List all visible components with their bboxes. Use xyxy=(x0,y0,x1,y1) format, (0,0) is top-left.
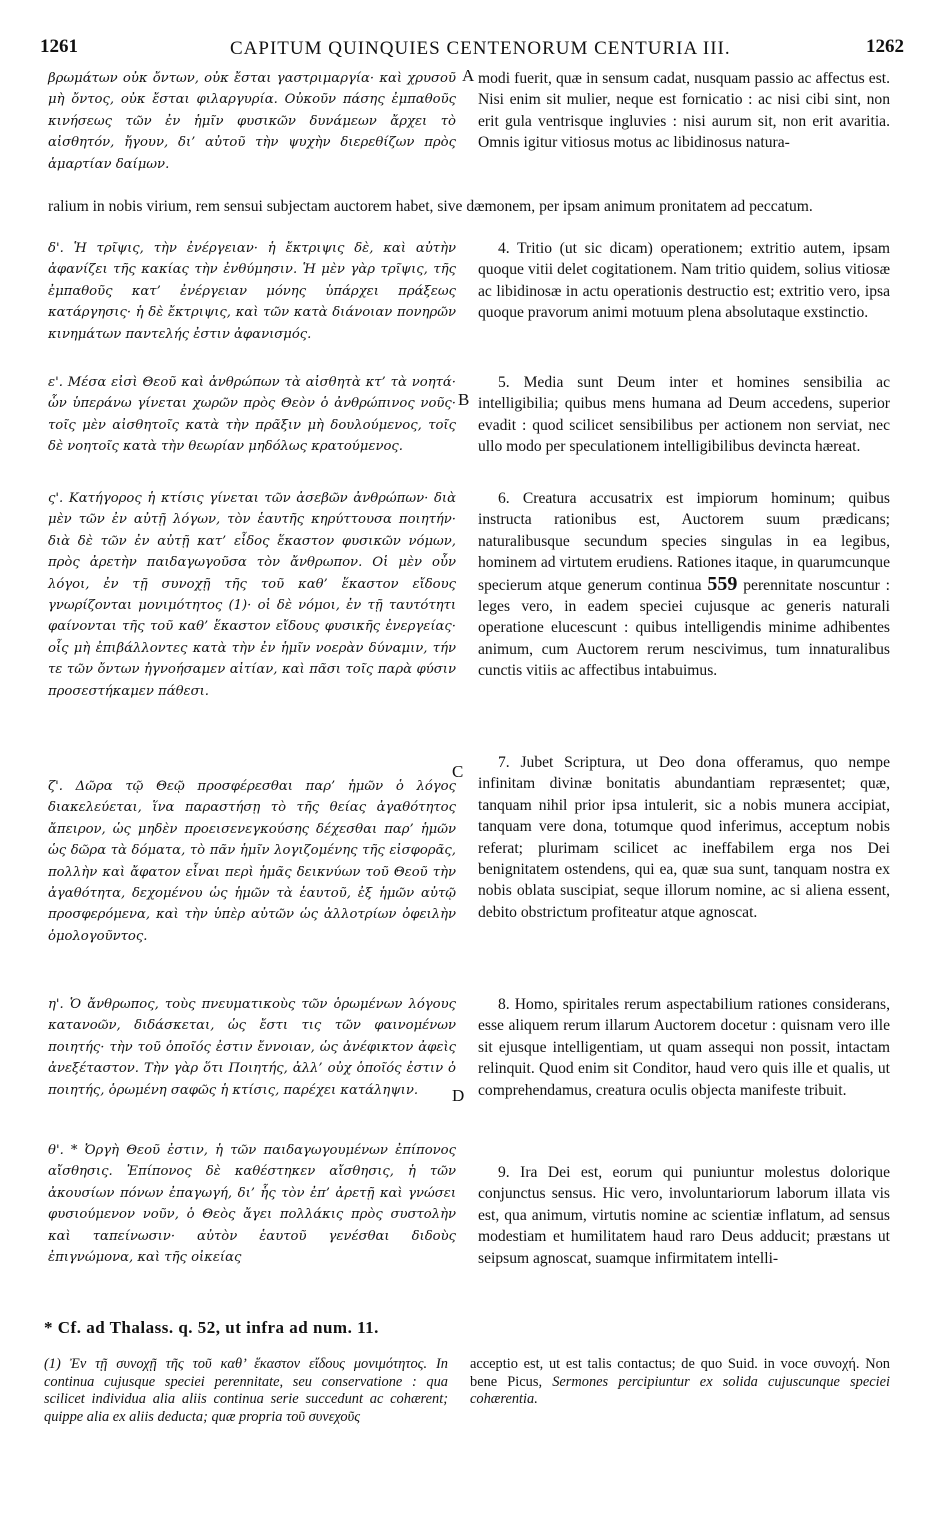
latin-paragraph-intro xyxy=(478,68,890,154)
latin-text: modi fuerit, quæ in sensum cadat, nusquam passio ac affectus est. Nisi enim sit mulier, neque est fornicatio : ac nisi cibi sint, non erit gula ventrisque ingluvies : nisi aurum sit, non erit avaritia. Omnis igitur vitiosus motus ac libidinosus natura- xyxy=(478,70,890,152)
latin-paragraph-8 xyxy=(478,994,890,1101)
latin-text-part: 6. Creatura accusatrix est impiorum hominum; quibus instructa rationibus est, Auctorem suum prædicans; naturalibusque secundum species singulas in ea legibus, hominem ad virtutem erudiens. Rationes itaque, in quarumcunque specierum atque generum continua xyxy=(478,490,890,594)
latin-paragraph-7 xyxy=(478,752,890,923)
margin-marker-b: B xyxy=(458,390,470,409)
footnote-right xyxy=(470,1356,890,1409)
footnote-left: (1) Ἐν τῇ συνοχῇ τῆς τοῦ καθ’ ἕκαστον εἴδους μονιμότητος. In continua cujusque speciei perennitate, seu conservatione : qua scilicet individua alia aliis continua serie succedunt ac cohærent; quippe alia ex aliis deducta; quæ propria τοῦ συνεχοῦς xyxy=(44,1356,448,1425)
greek-paragraph-8 xyxy=(48,994,456,1101)
greek-paragraph-9 xyxy=(48,1140,456,1268)
greek-text: βρωμάτων οὐκ ὄντων, οὐκ ἔσται γαστριμαργία· καὶ χρυσοῦ μὴ ὄντος, οὐκ ἔσται φιλαργυρία. Οὐκοῦν πάσης ἐμπαθοῦς κινήσεως τῶν ἐν ἡμῖν φυσικῶν δυνάμεων ἄρχει τὸ αἰσθητόν, ἤγουν, δι’ αὐτοῦ τὴν ψυχὴν διερεθίζων πρὸς ἁμαρτίαν δαίμων. xyxy=(48,71,456,172)
margin-marker-d: D xyxy=(452,1086,465,1105)
latin-text: 8. Homo, spiritales rerum aspectabilium rationes considerans, esse aliquem rerum illarum Auctorem docetur : quisnam vero ille sit ejusque intelligentiam, ut quam assequi non possit, intactam relinquit. Quod enim sit Conditor, haud vero quis ille et qualis, ut comprehendamus, creatura oculis objecta manifeste tribuit. xyxy=(478,996,890,1099)
page-number-left: 1261 xyxy=(40,36,78,57)
running-header xyxy=(40,36,904,66)
greek-paragraph-5 xyxy=(48,372,456,458)
column-number: 559 xyxy=(707,572,738,595)
greek-text: ς'. Κατήγορος ἡ κτίσις γίνεται τῶν ἀσεβῶν ἀνθρώπων· διὰ μὲν τῶν ἐν αὐτῇ λόγων, τὸν ἑαυτῆς κηρύττουσα ποιητήν· διὰ δὲ τῶν ἐν αὐτῇ κατ’ εἶδος ἕκαστον φυσικῶν νόμων, πρὸς ἀρετὴν παιδαγωγοῦσα τὸν ἄνθρωπον. Οἱ μὲν οὖν λόγοι, ἐν τῇ συνοχῇ τῆς τοῦ καθ’ ἕκαστον εἴδους γνωρίζονται μονιμότητος (1)· οἱ δὲ νόμοι, ἐν τῇ ταυτότητι φαίνονται τῆς τοῦ καθ’ ἕκαστον εἴδους φυσικῆς ἐνεργείας· οἷς μὴ ἐπιβάλλοντες κατὰ τὴν ἐν ἡμῖν νοερὰν δύναμιν, τήν τε τῶν ὄντων ἠγνοήσαμεν αἰτίαν, καὶ πᾶσι τοῖς παρὰ φύσιν προσεστήκαμεν πάθεσι. xyxy=(48,491,456,699)
margin-marker-a: A xyxy=(462,66,475,85)
margin-marker-c: C xyxy=(452,762,464,781)
latin-text xyxy=(478,488,890,682)
greek-paragraph-7 xyxy=(48,776,456,947)
greek-paragraph-4 xyxy=(48,238,456,345)
latin-text: 7. Jubet Scriptura, ut Deo dona offeramus, quo nempe infinitam divinæ bonitatis abundantiam repræsentet; quæ, tanquam nihil prior ipsa intulerit, sic a nobis munera accipiat, tanquam vere dona, totumque quod inferimus, acceptum nobis referat; plurimam scilicet ac ineffabilem erga nos Dei benignitatem ostendens, qui ea, quæ sua sunt, tanquam nostra ex nobis oblata suscipiat, seque illorum nomine, ac si aliena essent, debito obstrictum profiteatur atque agnoscat. xyxy=(478,754,890,921)
cross-reference-note: * Cf. ad Thalass. q. 52, ut infra ad num. 11. xyxy=(44,1318,379,1337)
greek-text: δ'. Ἡ τρῖψις, τὴν ἐνέργειαν· ἡ ἔκτριψις δὲ, καὶ αὐτὴν ἀφανίζει τῆς κακίας τὴν ἐνθύμησιν. Ἡ μὲν γὰρ τρῖψις, τῆς ἐμπαθοῦς κατ’ ἐνέργειαν μόνης ὑπάρχει πράξεως κατάργησις· ἡ δὲ ἔκτριψις, καὶ τῶν κατὰ διάνοιαν πονηρῶν κινημάτων παντελής ἐστιν ἀφανισμός. xyxy=(48,241,456,342)
latin-paragraph-4 xyxy=(478,238,890,324)
greek-text: ζ'. Δῶρα τῷ Θεῷ προσφέρεσθαι παρ’ ἡμῶν ὁ λόγος διακελεύεται, ἵνα παραστήσῃ τὸ τῆς θείας ἀγαθότητος ἄπειρον, ὡς μηδὲν προεισενεγκούσης δέχεσθαι παρ’ ἡμῶν ὡς δῶρα τὰ δόματα, τὸ πᾶν ἡμῖν λογιζομένης τῆς εἰσφορᾶς, πολλὴν καὶ ἄφατον εἶναι περὶ ἡμᾶς δεικνύων τοῦ Θεοῦ τὴν ἀγαθότητα, δεχομένου ὡς ἡμῶν τὰ ἑαυτοῦ, ἐξ ἡμῶν αὐτῷ προσφερόμενα, καὶ τὴν ὑπὲρ αὐτῶν ὡς ἀλλοτρίων ὀφειλὴν ὁμολογοῦντος. xyxy=(48,779,456,944)
latin-paragraph-9 xyxy=(478,1162,890,1269)
footnote-text: acceptio est, ut est talis contactus; de quo Suid. in voce συνοχή. Non bene Picus, xyxy=(470,1356,890,1390)
latin-text: 5. Media sunt Deum inter et homines sensibilia ac intelligibilia; quibus mens humana ad Deum accedens, superior evadit : quod scilicet sensibilibus per actionem non serviat, nec ullo modo per speculationem intelligibilibus devincta hæreat. xyxy=(478,374,890,456)
greek-paragraph-6 xyxy=(48,488,456,702)
latin-text: 4. Tritio (ut sic dicam) operationem; extritio autem, ipsam quoque vitii delet cogitationem. Nam tritio quidem, solius vitiosæ ac libidinosæ in actu operationis destructio est; extritio vero, ipsa quoque pravorum animi motuum plena absolutaque exstinctio. xyxy=(478,240,890,322)
greek-text: ε'. Μέσα εἰσὶ Θεοῦ καὶ ἀνθρώπων τὰ αἰσθητὰ κτ’ τὰ νοητά· ὧν ὑπεράνω γίνεται χωρῶν πρὸς Θεὸν ὁ ἀνθρώπινος νοῦς· τοῖς μὲν αἰσθητοῖς κατὰ τὴν πρᾶξιν μὴ δουλούμενος, τοῖς δὲ νοητοῖς κατὰ τὴν θεωρίαν μηδόλως κρατούμενος. xyxy=(48,375,456,455)
latin-intro-continuation xyxy=(48,196,890,217)
latin-text: ralium in nobis virium, rem sensui subjectam auctorem habet, sive dæmonem, per ipsam animum pronitatem ad peccatum. xyxy=(48,198,813,215)
greek-text: η'. Ὁ ἄνθρωπος, τοὺς πνευματικοὺς τῶν ὁρωμένων λόγους κατανοῶν, διδάσκεται, ὡς ἔστι τις τῶν φαινομένων ποιητής· τὴν τοῦ ὁποῖός ἐστιν ἔννοιαν, ὡς ἀνέφικτον ἀφεὶς ἀνεξέταστον. Τὴν γὰρ ὅτι Ποιητής, ἀλλ’ οὐχ ὁποῖός ἐστιν ὁ ποιητής, ὁρωμένη σαφῶς ἡ κτίσις, παρέχει κατάληψιν. xyxy=(48,997,456,1098)
latin-paragraph-5 xyxy=(478,372,890,458)
latin-paragraph-6 xyxy=(478,488,890,682)
latin-text-part: perennitate noscuntur : leges vero, in eadem speciei cujusque ac generis naturali operatione elucescunt : quibus intelligendis minime adhibentes animum, cum Auctorem rerum nescivimus, tum innaturalibus cunctis vitiis ac affectibus intabuimus. xyxy=(478,576,890,680)
latin-text: 9. Ira Dei est, eorum qui puniuntur molestus dolorique conjunctus sensus. Hic vero, involuntariorum laborum illata vis est, qua animum, virtutis nomine ac scientiæ inflatum, ad sensus modestiam et humilitatem haud raro Deus adducit; præstans ut seipsum agnoscat, suamque infirmitatem intelli- xyxy=(478,1164,890,1267)
page-number-right: 1262 xyxy=(866,36,904,57)
footnote-italic-text: Sermones percipiuntur ex solida cujuscunque speciei cohærentia. xyxy=(470,1373,890,1408)
running-title: CAPITUM QUINQUIES CENTENORUM CENTURIA III. xyxy=(230,38,731,59)
greek-text: θ'. * Ὀργὴ Θεοῦ ἐστιν, ἡ τῶν παιδαγωγουμένων ἐπίπονος αἴσθησις. Ἐπίπονος δὲ καθέστηκεν αἴσθησις, ἡ τῶν ἀκουσίων πόνων ἐπαγωγή, δι’ ἧς τὸν ἐπ’ ἀρετῇ καὶ γνώσει φυσιούμενον νοῦν, ὁ Θεὸς ἄγει πολλάκις πρὸς συστολὴν καὶ ταπείνωσιν· αὐτὸν ἑαυτοῦ γενέσθαι διδοὺς ἐπιγνώμονα, καὶ τῆς οἰκείας xyxy=(48,1143,456,1266)
greek-paragraph-intro xyxy=(48,68,456,175)
